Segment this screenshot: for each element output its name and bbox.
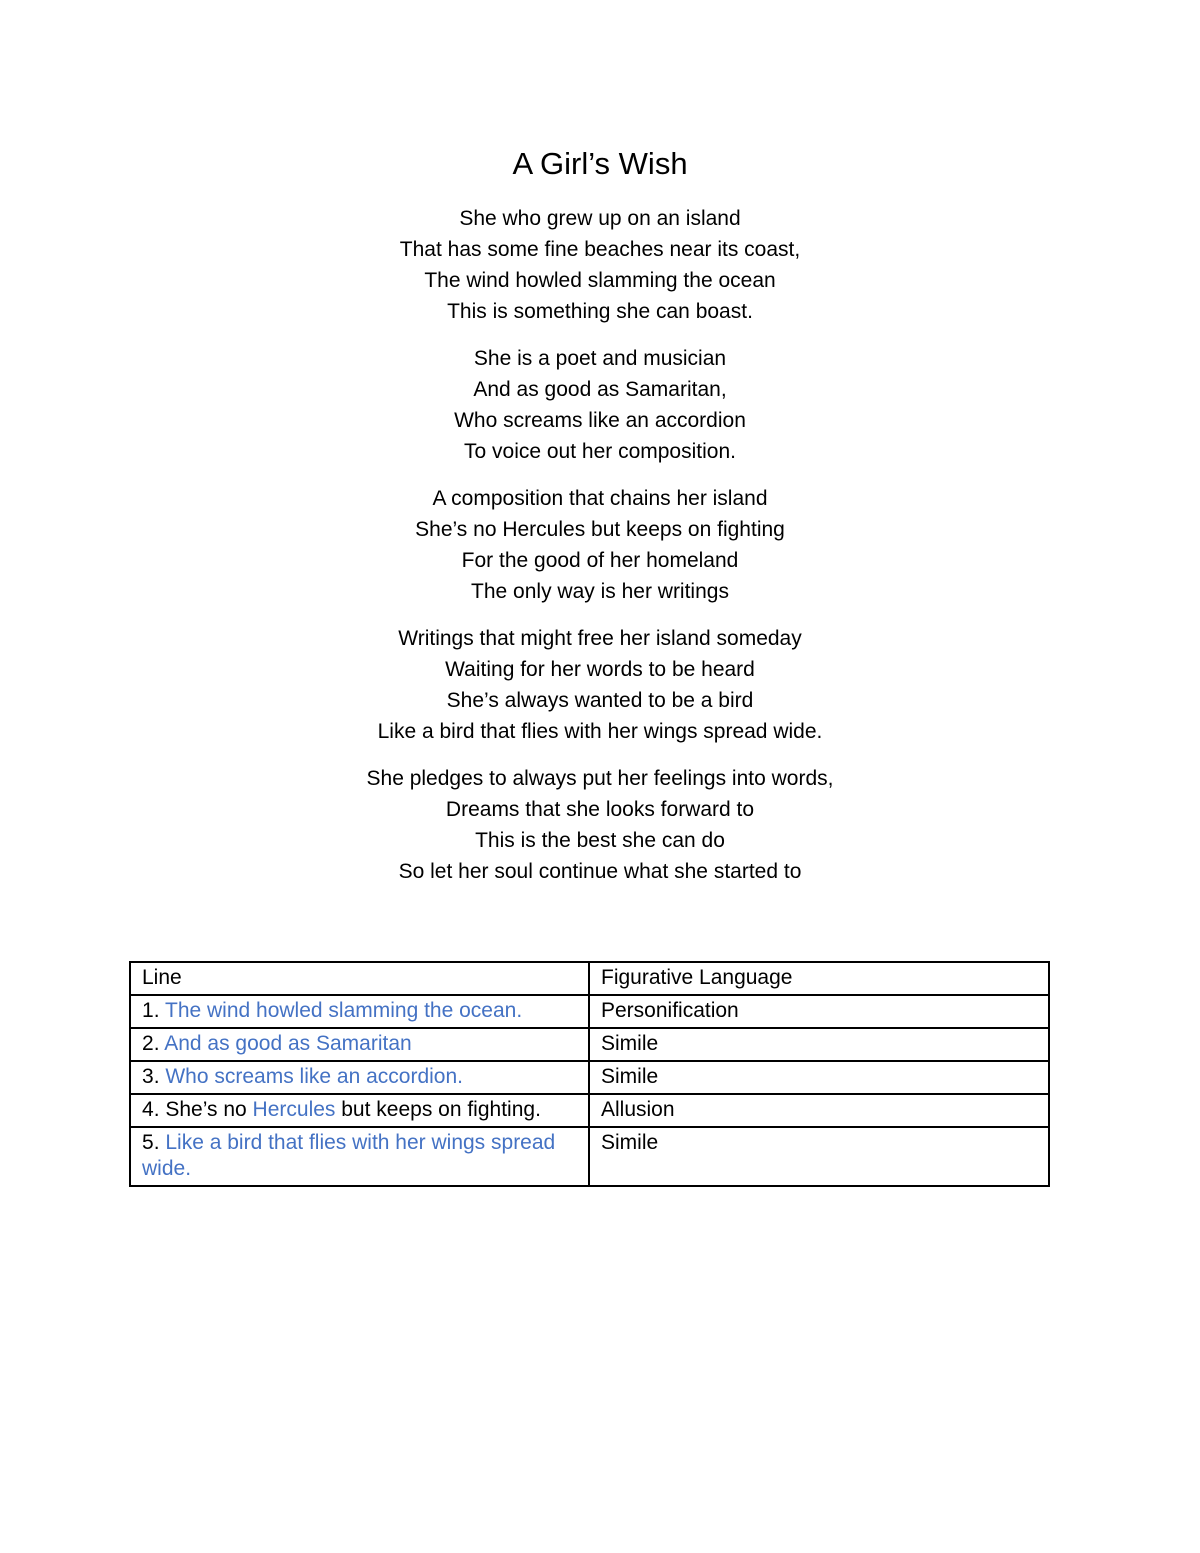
figurative-type-cell: Simile	[589, 1127, 1049, 1186]
poem-line: The wind howled slamming the ocean	[424, 269, 776, 292]
poem-line: To voice out her composition.	[464, 440, 736, 463]
stanza	[0, 763, 1200, 887]
poem-title: A Girl’s Wish	[512, 146, 688, 181]
highlighted-text: Like a bird that flies with her wings spread wide.	[142, 1131, 556, 1180]
table-row	[130, 1028, 1049, 1061]
line-cell	[130, 1061, 589, 1094]
poem-line: Dreams that she looks forward to	[445, 798, 755, 821]
poem-line: Writings that might free her island someday	[398, 627, 802, 650]
header-line: Line	[130, 962, 589, 995]
table-row	[130, 1061, 1049, 1094]
line-cell	[130, 995, 589, 1028]
line-cell	[130, 1127, 589, 1186]
table-header-row	[130, 962, 1049, 995]
poem-line: She’s always wanted to be a bird	[446, 689, 754, 712]
highlighted-text: The wind howled slamming the ocean.	[159, 999, 523, 1022]
poem-line: She’s no Hercules but keeps on fighting	[415, 518, 785, 541]
line-text: .	[153, 1065, 166, 1088]
table-row	[130, 1094, 1049, 1127]
row-number: 5	[142, 1131, 154, 1154]
poem-line: The only way is her writings	[471, 580, 729, 603]
figurative-language-table	[129, 961, 1050, 1187]
poem-line: Waiting for her words to be heard	[445, 658, 755, 681]
highlighted-text: Hercules	[252, 1098, 336, 1121]
poem-line: This is something she can boast.	[447, 300, 753, 323]
poem-line: For the good of her homeland	[461, 549, 739, 572]
figurative-type-cell: Simile	[589, 1061, 1049, 1094]
figurative-type-cell: Personification	[589, 995, 1049, 1028]
line-cell	[130, 1028, 589, 1061]
stanza	[0, 203, 1200, 327]
poem-line: Like a bird that flies with her wings spread wide.	[377, 720, 823, 743]
line-text: .	[153, 1032, 165, 1055]
poem-line: A composition that chains her island	[432, 487, 768, 510]
figurative-type-cell: Allusion	[589, 1094, 1049, 1127]
poem-line: This is the best she can do	[475, 829, 725, 852]
stanza	[0, 483, 1200, 607]
line-text: .	[153, 999, 160, 1022]
figurative-type-cell: Simile	[589, 1028, 1049, 1061]
row-number: 4	[142, 1098, 154, 1121]
stanza	[0, 343, 1200, 467]
poem-line: She pledges to always put her feelings into words,	[366, 767, 834, 790]
table-row	[130, 1127, 1049, 1186]
highlighted-text: Who screams like an accordion.	[165, 1065, 463, 1088]
line-text: . She’s no	[153, 1098, 253, 1121]
line-text: .	[153, 1131, 166, 1154]
header-figurative-language: Figurative Language	[589, 962, 1049, 995]
poem-line: Who screams like an accordion	[454, 409, 746, 432]
highlighted-text: And as good as Samaritan	[164, 1032, 412, 1055]
poem-line: She who grew up on an island	[459, 207, 741, 230]
line-text: but keeps on fighting.	[335, 1098, 541, 1121]
poem-line: That has some fine beaches near its coast,	[399, 238, 801, 261]
row-number: 3	[142, 1065, 154, 1088]
row-number: 1	[142, 999, 154, 1022]
poem-body	[0, 203, 1200, 903]
poem-line: She is a poet and musician	[473, 347, 727, 370]
line-cell	[130, 1094, 589, 1127]
poem-line: And as good as Samaritan,	[473, 378, 727, 401]
stanza	[0, 623, 1200, 747]
table-row	[130, 995, 1049, 1028]
poem-line: So let her soul continue what she started to	[398, 860, 802, 883]
row-number: 2	[142, 1032, 154, 1055]
